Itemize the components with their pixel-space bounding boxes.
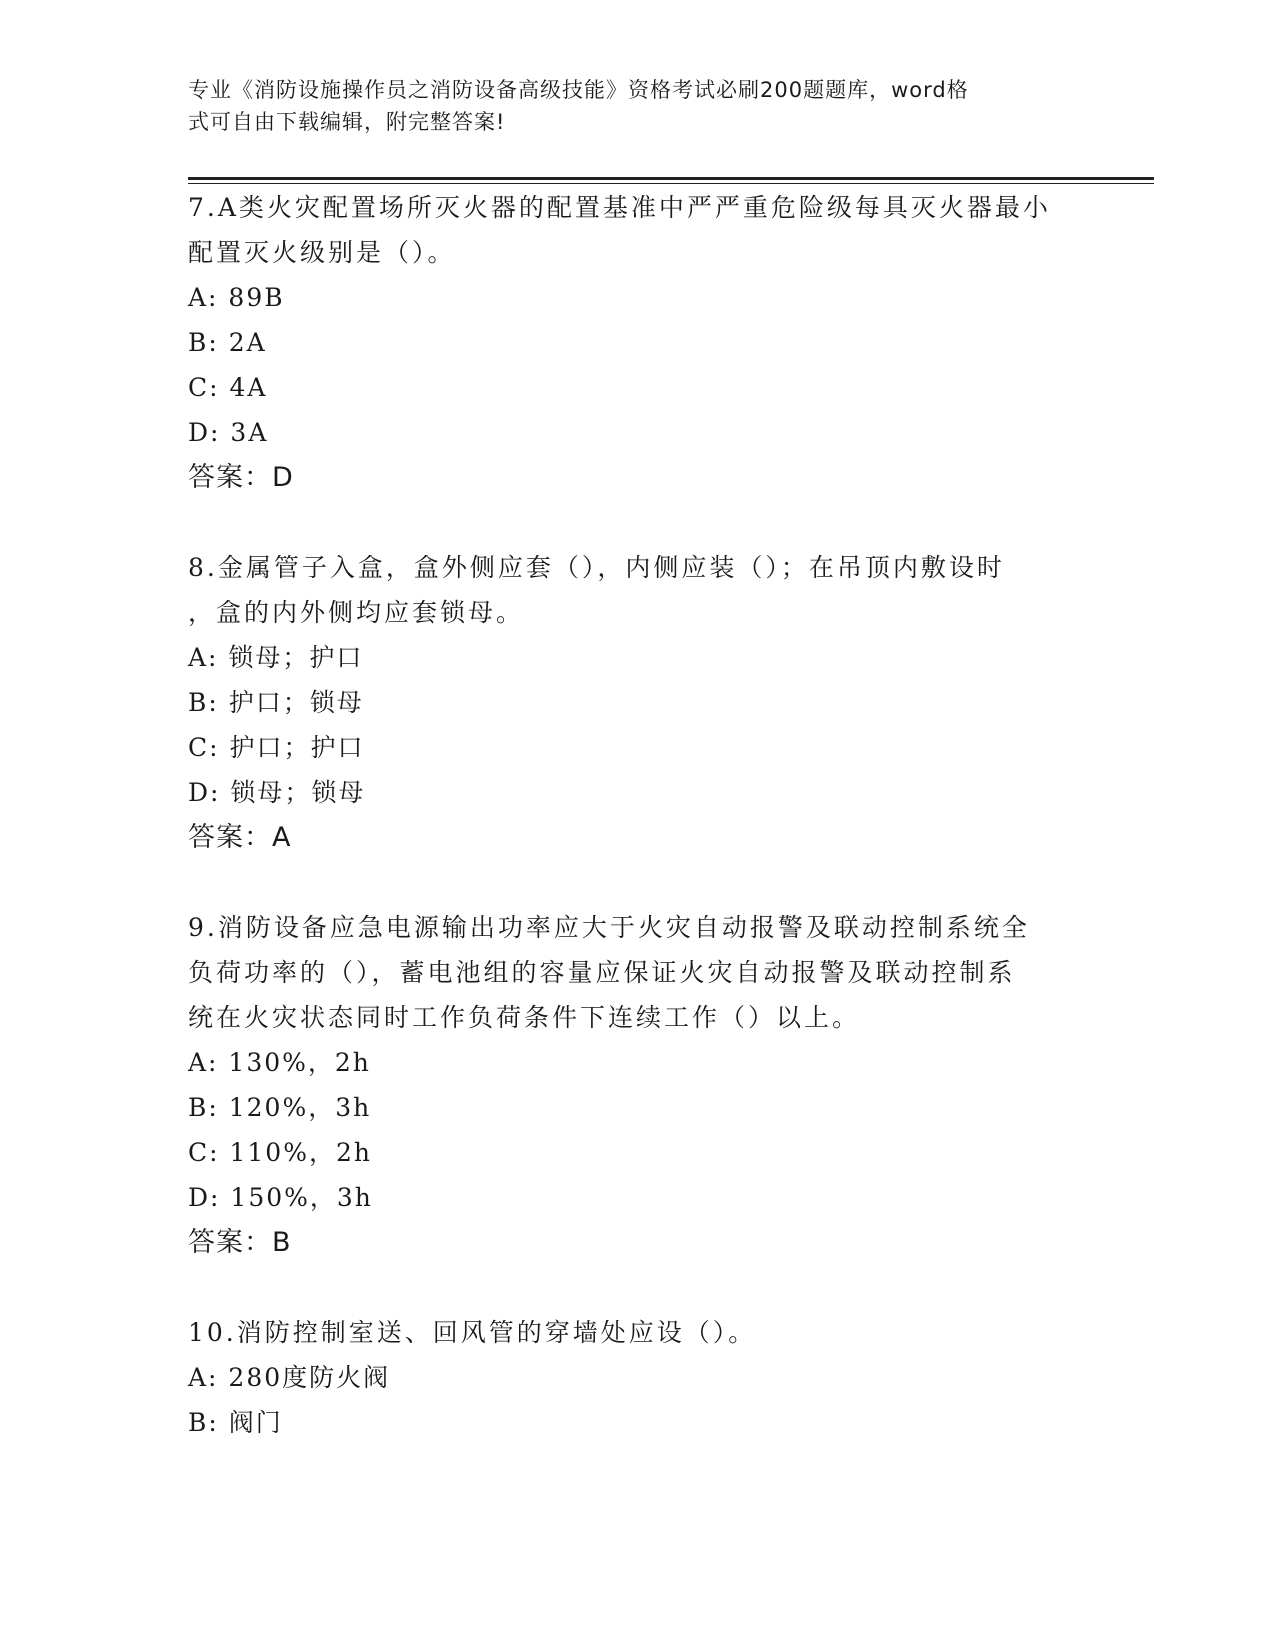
option-a: A: 89B — [188, 283, 285, 312]
question-stem-line: 9.消防设备应急电源输出功率应大于火灾自动报警及联动控制系统全 — [188, 913, 1030, 942]
question-stem-line: 10.消防控制室送、回风管的穿墙处应设（）。 — [188, 1318, 757, 1347]
question-stem-line: 统在火灾状态同时工作负荷条件下连续工作（）以上。 — [188, 1003, 861, 1032]
option-d: D: 3A — [188, 418, 269, 447]
question-stem-line: 负荷功率的（），蓄电池组的容量应保证火灾自动报警及联动控制系 — [188, 958, 1016, 987]
document-header — [188, 74, 1068, 138]
option-c: C: 110%，2h — [188, 1138, 372, 1167]
answer-line: 答案：D — [188, 462, 294, 493]
option-c: C: 4A — [188, 373, 268, 402]
header-divider-thick — [188, 177, 1154, 180]
option-b: B: 护口；锁母 — [188, 688, 364, 717]
question-7 — [188, 185, 1088, 500]
question-stem-line: 8.金属管子入盒，盒外侧应套（），内侧应装（）；在吊顶内敷设时 — [188, 553, 1005, 582]
option-b: B: 2A — [188, 328, 267, 357]
header-divider-thin — [188, 183, 1154, 184]
option-c: C: 护口；护口 — [188, 733, 365, 762]
header-line-2: 式可自由下载编辑，附完整答案! — [188, 110, 506, 134]
option-d: D: 150%，3h — [188, 1183, 373, 1212]
option-a: A: 130%，2h — [188, 1048, 371, 1077]
question-stem-line: ，盒的内外侧均应套锁母。 — [188, 598, 525, 627]
question-stem-line: 配置灭火级别是（）。 — [188, 238, 456, 267]
question-8 — [188, 545, 1088, 860]
option-a: A: 280度防火阀 — [188, 1363, 391, 1392]
question-10 — [188, 1310, 1088, 1445]
header-line-1: 专业《消防设施操作员之消防设备高级技能》资格考试必刷200题题库，word格 — [188, 78, 969, 102]
question-stem-line: 7.A类火灾配置场所灭火器的配置基准中严严重危险级每具灭火器最小 — [188, 193, 1051, 222]
option-b: B: 120%，3h — [188, 1093, 372, 1122]
answer-line: 答案：B — [188, 1227, 292, 1258]
question-9 — [188, 905, 1088, 1265]
option-d: D: 锁母；锁母 — [188, 778, 366, 807]
option-b: B: 阀门 — [188, 1408, 283, 1437]
answer-line: 答案：A — [188, 822, 292, 853]
option-a: A: 锁母；护口 — [188, 643, 364, 672]
